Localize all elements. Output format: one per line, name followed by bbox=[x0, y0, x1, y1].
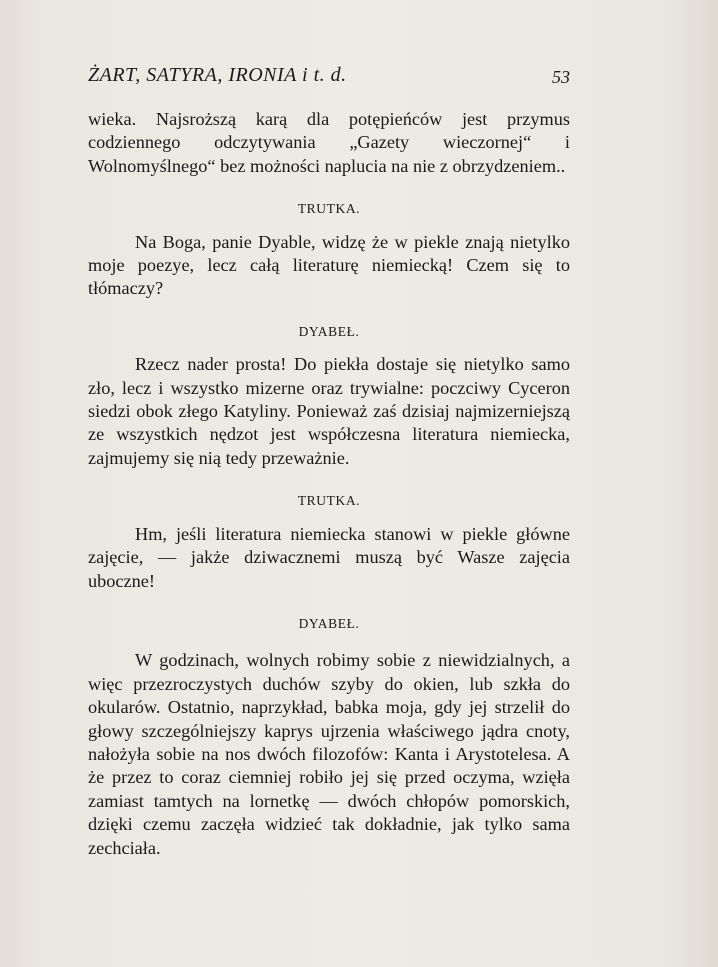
page-body bbox=[88, 108, 570, 860]
paragraph: Hm, jeśli literatura niemiecka stanowi w piekle główne zajęcie, — jakże dziwacznemi muszą być Wasze zajęcia uboczne! bbox=[88, 523, 570, 591]
spacer bbox=[88, 593, 570, 612]
spacer bbox=[88, 178, 570, 197]
spacer bbox=[88, 513, 570, 523]
running-title: ŻART, SATYRA, IRONIA i t. d. bbox=[88, 64, 347, 86]
paragraph: W godzinach, wolnych robimy sobie z niewidzialnych, a więc przezroczystych duchów szyby do okien, lub szkła do okularów. Ostatnio, naprzykład, babka moja, gdy jej strzelił do głowy szczególniejszy kaprys ujrzenia właściwego jądra cnoty, nałożyła sobie na nos dwóch filozofów: Kanta i Arystotelesa. A że przez to coraz ciemniej robiło jej się przed oczyma, wzięła zamiast tamtych na lornetkę — dwóch chłopów pomorskich, dzięki czemu zaczęła widzieć tak dokładnie, jak tylko sama zechciała. bbox=[88, 650, 570, 858]
page-number: 53 bbox=[552, 67, 570, 87]
spacer bbox=[88, 635, 570, 649]
spacer bbox=[88, 301, 570, 320]
paragraph: Rzecz nader prosta! Do piekła dostaje się nietylko samo zło, lecz i wszystko mizerne oraz trywialne: poczciwy Cyceron siedzi obok złego Katyliny. Ponieważ zaś dzisiaj najmizerniejszą ze wszystkich nędzot jest współczesna literatura niemiecka, zajmujemy się nią tedy przeważnie. bbox=[88, 354, 570, 468]
spacer bbox=[88, 221, 570, 231]
speaker-heading: TRUTKA. bbox=[297, 201, 361, 217]
paragraph: Na Boga, panie Dyable, widzę że w piekle znają nietylko moje poezye, lecz całą literaturę niemiecką! Czem się to tłómaczy? bbox=[88, 231, 570, 299]
page-header bbox=[88, 64, 570, 94]
speaker-heading: DYABEŁ. bbox=[298, 323, 360, 339]
spacer bbox=[88, 343, 570, 353]
speaker-heading: DYABEŁ. bbox=[298, 615, 360, 631]
paragraph: wieka. Najsroższą karą dla potępieńców jest przymus codziennego odczytywania „Gazety wieczornej“ i Wolnomyślnego“ bez możności naplucia na nie z obrzydzeniem.. bbox=[88, 109, 570, 176]
spacer bbox=[88, 470, 570, 489]
speaker-heading: TRUTKA. bbox=[297, 493, 361, 509]
